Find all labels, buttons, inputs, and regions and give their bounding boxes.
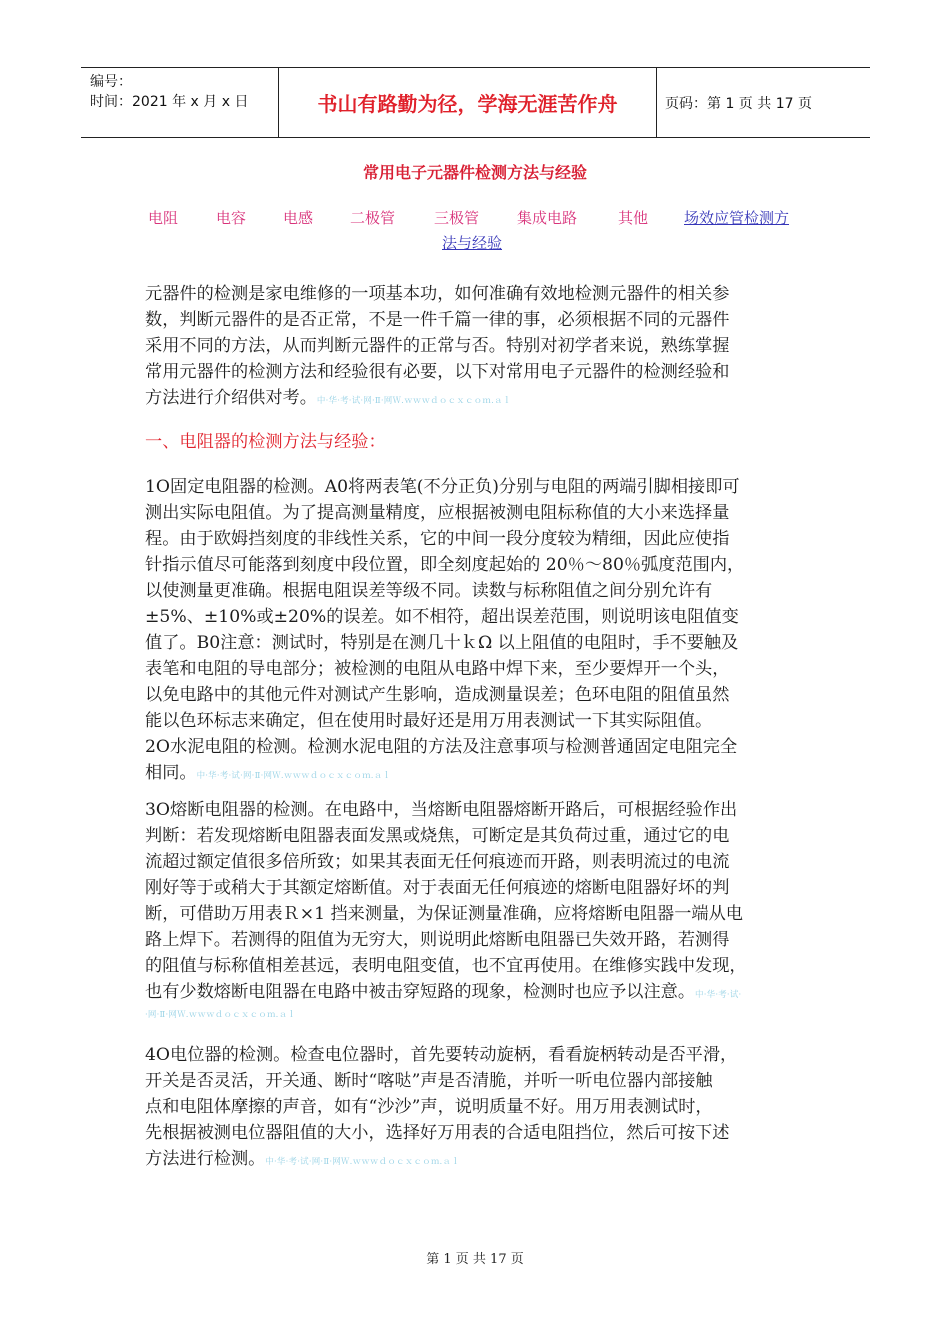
- text-line: 开关是否灵活，开关通、断时“喀哒”声是否清脆，并听一听电位器内部接触: [145, 1071, 713, 1091]
- time-label: 时间：2021 年 x 月 x 日: [90, 94, 249, 110]
- text-line: 元器件的检测是家电维修的一项基本功，如何准确有效地检测元器件的相关参: [145, 284, 730, 304]
- text-line: 采用不同的方法，从而判断元器件的正常与否。特别对初学者来说，熟练掌握: [145, 336, 730, 356]
- text-line: 2O水泥电阻的检测。检测水泥电阻的方法及注意事项与检测普通固定电阻完全: [145, 737, 738, 757]
- watermark-text: 中·华·考·试·: [695, 990, 742, 1000]
- text-line: 常用元器件的检测方法和经验很有必要，以下对常用电子元器件的检测经验和: [145, 362, 730, 382]
- number-label: 编号：: [90, 74, 132, 90]
- text-line: 以使测量更准确。根据电阻误差等级不同。读数与标称阻值之间分别允许有: [145, 581, 713, 601]
- text-line: 路上焊下。若测得的阻值为无穷大，则说明此熔断电阻器已失效开路，若测得: [145, 930, 730, 950]
- text-line: 流超过额定值很多倍所致；如果其表面无任何痕迹而开路，则表明流过的电流: [145, 852, 730, 872]
- text-line: 刚好等于或稍大于其额定熔断值。对于表面无任何痕迹的熔断电阻器好坏的判: [145, 878, 730, 898]
- text-line: 的阻值与标称值相差甚远，表明电阻变值，也不宜再使用。在维修实践中发现，: [145, 956, 747, 976]
- nav-link-ic[interactable]: 集成电路: [517, 209, 578, 227]
- header-table: [81, 67, 870, 138]
- text-line: 值了。B0注意：测试时，特别是在测几十ｋΩ 以上阻值的电阻时，手不要触及: [145, 633, 739, 653]
- text-line: 3O熔断电阻器的检测。在电路中，当熔断电阻器熔断开路后，可根据经验作出: [145, 800, 738, 820]
- text-line: 以免电路中的其他元件对测试产生影响，造成测量误差；色环电阻的阻值虽然: [145, 685, 730, 705]
- text-line: 能以色环标志来确定，但在使用时最好还是用万用表测试一下其实际阻值。: [145, 711, 713, 731]
- text-line: 点和电阻体摩擦的声音，如有“沙沙”声，说明质量不好。用万用表测试时，: [145, 1097, 713, 1117]
- text-line: 断，可借助万用表Ｒ×1 挡来测量，为保证测量准确，应将熔断电阻器一端从电: [145, 904, 743, 924]
- nav-link-fet-line1[interactable]: 场效应管检测方: [684, 209, 790, 227]
- text-line: ±5%、±10%或±20%的误差。如不相符，超出误差范围，则说明该电阻值变: [145, 607, 739, 627]
- watermark-text: 中·华·考·试·网·Ⅱ·网Ｗ.ｗｗｗｄｏｃｘｃｏｍ.ａｌ: [316, 396, 512, 406]
- nav-link-other[interactable]: 其他: [618, 209, 649, 227]
- nav-link-fet-line2[interactable]: 法与经验: [442, 234, 503, 252]
- text-line: 也有少数熔断电阻器在电路中被击穿短路的现象，检测时也应予以注意。: [145, 982, 696, 1002]
- text-line: 程。由于欧姆挡刻度的非线性关系，它的中间一段分度较为精细，因此应使指: [145, 529, 730, 549]
- nav-link-resistor[interactable]: 电阻: [148, 209, 179, 227]
- nav-link-capacitor[interactable]: 电容: [216, 209, 247, 227]
- text-line: 4O电位器的检测。检查电位器时，首先要转动旋柄，看看旋柄转动是否平滑，: [145, 1045, 738, 1065]
- header-meta: [81, 68, 279, 137]
- nav-link-inductor[interactable]: 电感: [283, 209, 314, 227]
- watermark-text: ·网·Ⅱ·网Ｗ.ｗｗｗｄｏｃｘｃｏｍ.ａｌ: [145, 1010, 296, 1020]
- text-line: 方法进行检测。: [145, 1149, 266, 1169]
- text-line: 先根据被测电位器阻值的大小，选择好万用表的合适电阻挡位，然后可按下述: [145, 1123, 730, 1143]
- header-page-info: 页码：第 1 页 共 17 页: [665, 95, 812, 112]
- text-line: 表笔和电阻的导电部分；被检测的电阻从电路中焊下来，至少要焊开一个头，: [145, 659, 730, 679]
- fuse-resistor-paragraph: [145, 797, 810, 1022]
- nav-link-transistor[interactable]: 三极管: [434, 209, 480, 227]
- text-line: 针指示值尽可能落到刻度中段位置，即全刻度起始的 20％～80％弧度范围内，: [145, 555, 745, 575]
- text-line: 判断：若发现熔断电阻器表面发黑或烧焦，可断定是其负荷过重，通过它的电: [145, 826, 730, 846]
- text-line: 方法进行介绍供对考。: [145, 388, 317, 408]
- document-title: 常用电子元器件检测方法与经验: [362, 163, 587, 182]
- text-line: 数，判断元器件的是否正常，不是一件千篇一律的事，必须根据不同的元器件: [145, 310, 730, 330]
- category-nav: [148, 207, 808, 257]
- section-heading: 一、电阻器的检测方法与经验：: [145, 432, 386, 452]
- watermark-text: 中·华·考·试·网·Ⅱ·网Ｗ.ｗｗｗｄｏｃｘｃｏｍ.ａｌ: [196, 771, 392, 781]
- nav-link-diode[interactable]: 二极管: [350, 209, 396, 227]
- text-line: 1O固定电阻器的检测。A0将两表笔(不分正负)分别与电阻的两端引脚相接即可: [145, 477, 740, 497]
- potentiometer-paragraph: [145, 1042, 810, 1175]
- watermark-text: 中·华·考·试·网·Ⅱ·网Ｗ.ｗｗｗｄｏｃｘｃｏｍ.ａｌ: [265, 1157, 460, 1167]
- resistor-paragraph: [145, 474, 810, 789]
- intro-paragraph: [145, 281, 810, 414]
- header-motto: 书山有路勤为径，学海无涯苦作舟: [279, 68, 657, 137]
- text-line: 测出实际电阻值。为了提高测量精度，应根据被测电阻标称值的大小来选择量: [145, 503, 730, 523]
- text-line: 相同。: [145, 763, 197, 783]
- page-footer: 第 1 页 共 17 页: [426, 1252, 524, 1267]
